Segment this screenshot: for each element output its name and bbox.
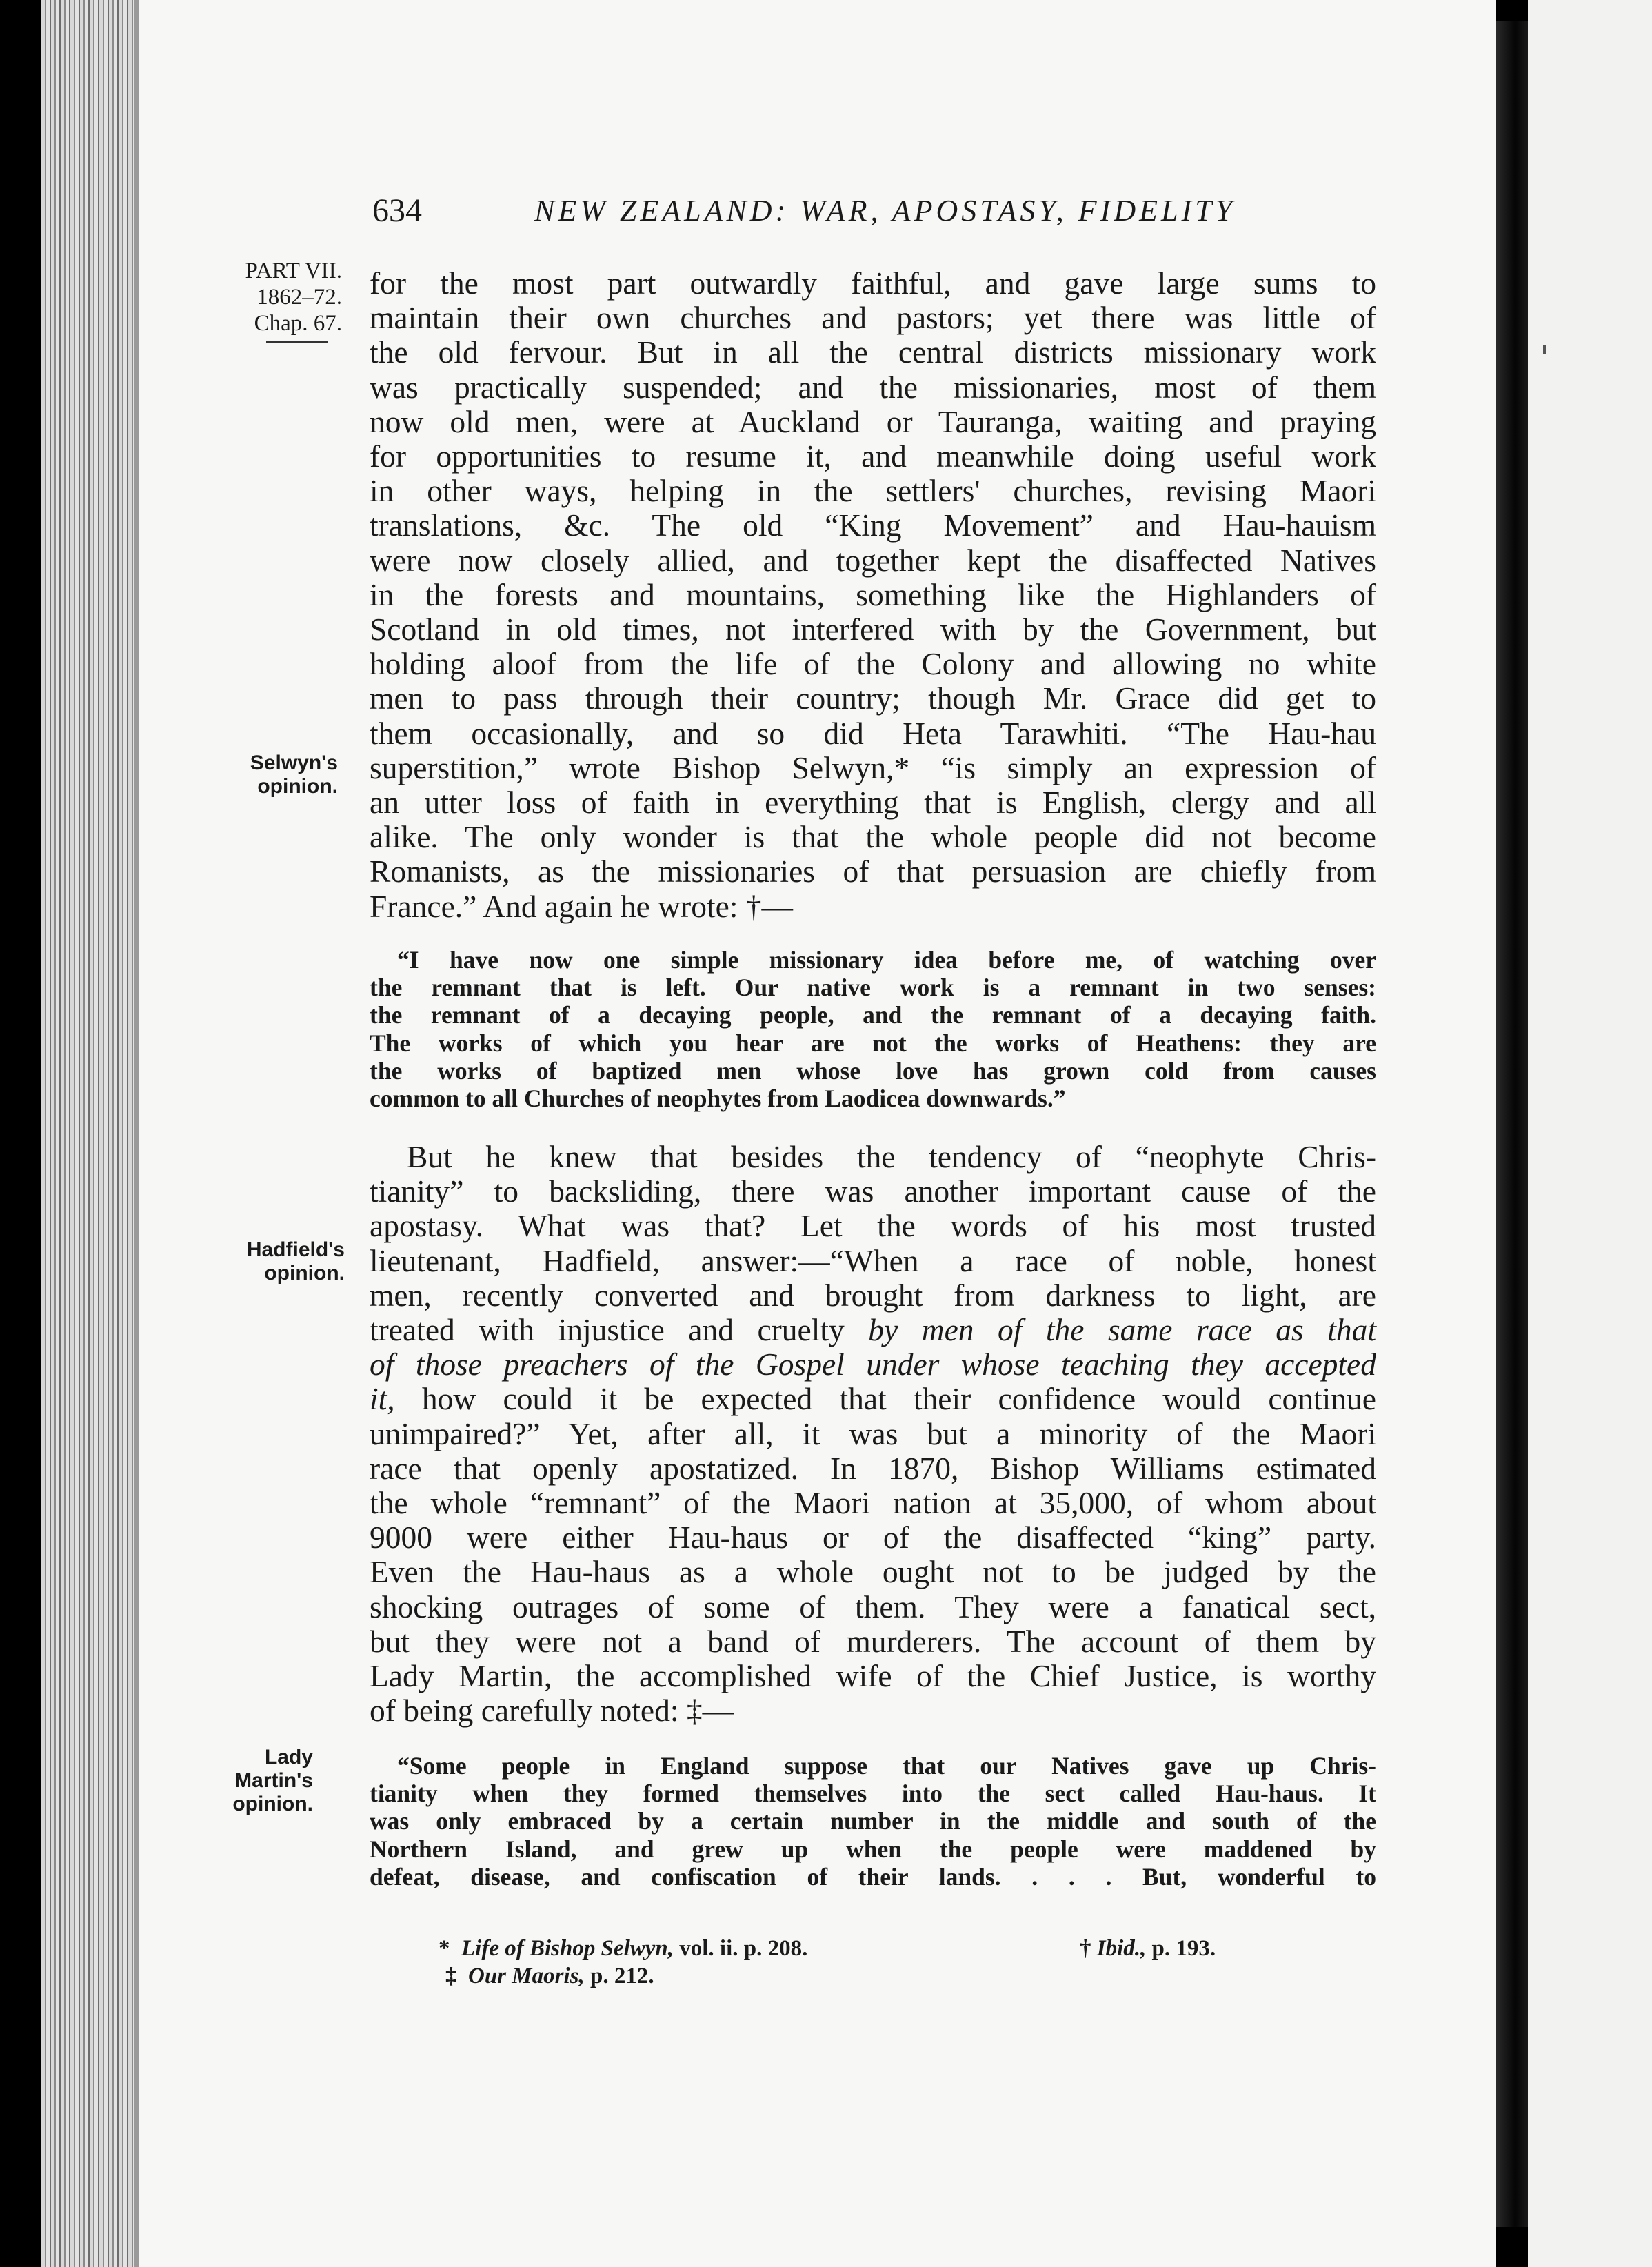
footnote-ibid (1080, 1935, 1216, 1962)
quote-line: the works of baptized men whose love has grown cold from causes (370, 1056, 1376, 1085)
text-line: the whole “remnant” of the Maori nation at 35,000, of whom about (370, 1485, 1376, 1521)
margin-note-line: opinion. (264, 1262, 345, 1284)
text-line: race that openly apostatized. In 1870, Bishop Williams estimated (370, 1450, 1376, 1486)
text-line: now old men, were at Auckland or Tauranga, waiting and praying (370, 403, 1376, 439)
footnote-ref: p. 193. (1146, 1936, 1216, 1961)
text-line: were now closely allied, and together kept the disaffected Natives (370, 542, 1376, 578)
footnote-title: Ibid., (1096, 1936, 1147, 1961)
margin-note-line: Selwyn's (250, 752, 338, 774)
text-line: the old fervour. But in all the central districts missionary work (370, 334, 1376, 370)
text-line: men to pass through their country; though Mr. Grace did get to (370, 681, 1376, 716)
margin-note-part (186, 258, 342, 343)
text-line: them occasionally, and so did Heta Tarawhiti. “The Hau-hau (370, 715, 1376, 751)
footnotes (439, 1935, 1280, 1990)
footnote-our-maoris (445, 1962, 654, 1990)
footnote-title: Our Maoris, (468, 1964, 585, 1988)
text-line: translations, &c. The old “King Movement” and Hau-hauism (370, 507, 1376, 543)
text-line-italic (370, 1347, 1376, 1382)
footnote-ref: p. 212. (584, 1964, 654, 1988)
margin-note-line: Hadfield's (246, 1238, 345, 1261)
footnote-mark: * (439, 1936, 450, 1961)
text-line: Romanists, as the missionaries of that persuasion are chiefly from (370, 854, 1376, 889)
binding-gutter (1496, 21, 1528, 2227)
footnote-ref: vol. ii. p. 208. (674, 1936, 808, 1961)
quote-line: “Some people in England suppose that our Natives gave up Chris- (397, 1752, 1376, 1780)
margin-note-part-line: 1862–72. (256, 285, 342, 310)
page-number: 634 (372, 192, 422, 229)
italic-run: by men of the same race as that (868, 1312, 1377, 1348)
margin-note-line: Martin's (234, 1769, 313, 1792)
text-run: how could it be expected that their confidence would continue (394, 1381, 1376, 1417)
facing-page-mark (1543, 345, 1546, 354)
text-line: Even the Hau-haus as a whole ought not to be judged by the (370, 1554, 1376, 1590)
body-paragraph-2 (370, 1140, 1376, 1728)
quote-line: was only embraced by a certain number in the middle and south of the (370, 1807, 1376, 1835)
text-line: unimpaired?” Yet, after all, it was but a minority of the Maori (370, 1415, 1376, 1451)
margin-note-part-line: Chap. 67. (254, 311, 342, 336)
italic-run: it, (370, 1381, 395, 1417)
text-line: tianity” to backsliding, there was another important cause of the (370, 1173, 1376, 1209)
text-line: in the forests and mountains, something like the Highlanders of (370, 576, 1376, 612)
text-line-mixed (370, 1313, 1376, 1347)
text-line: 9000 were either Hau-haus or of the disaffected “king” party. (370, 1520, 1376, 1555)
text-line: Scotland in old times, not interfered with by the Government, but (370, 612, 1376, 647)
quote-line: the remnant that is left. Our native work is a remnant in two senses: (370, 974, 1376, 1002)
text-line: shocking outrages of some of them. They were a fanatical sect, (370, 1589, 1376, 1624)
quote-line: “I have now one simple missionary idea before me, of watching over (397, 946, 1376, 974)
footnote-row (439, 1962, 1280, 1990)
text-line: for the most part outwardly faithful, and gave large sums to (370, 265, 1376, 301)
footnote-selwyn (439, 1935, 807, 1962)
footnote-row (439, 1935, 1280, 1962)
margin-note-rule (266, 341, 328, 343)
text-line: apostasy. What was that? Let the words of his most trusted (370, 1208, 1376, 1244)
body-paragraph-1 (370, 266, 1376, 924)
margin-note-line: opinion. (257, 775, 338, 798)
margin-note-line: Lady (264, 1746, 313, 1769)
quote-line: defeat, disease, and confiscation of their lands. . . . But, wonderful to (370, 1862, 1376, 1891)
text-line: an utter loss of faith in everything that is English, clergy and all (370, 785, 1376, 820)
text-line: But he knew that besides the tendency of “neophyte Chris- (407, 1139, 1376, 1174)
quote-line: common to all Churches of neophytes from Laodicea downwards.” (370, 1085, 1066, 1113)
quote-line: the remnant of a decaying people, and the remnant of a decaying faith. (370, 1001, 1376, 1029)
text-line: alike. The only wonder is that the whole people did not become (370, 819, 1376, 855)
text-line: men, recently converted and brought from darkness to light, are (370, 1277, 1376, 1313)
footnote-title: Life of Bishop Selwyn, (461, 1936, 674, 1961)
text-line-mixed (370, 1382, 1376, 1416)
italic-run: of those preachers of the Gospel under whose teaching they accepted (370, 1347, 1376, 1382)
text-line: France.” And again he wrote: †— (370, 888, 794, 924)
text-line: but they were not a band of murderers. The account of them by (370, 1623, 1376, 1659)
text-run: treated with injustice and cruelty (370, 1312, 869, 1348)
margin-note-line: opinion. (232, 1793, 313, 1815)
margin-note-hadfield (185, 1238, 345, 1285)
block-quote-lady-martin (370, 1752, 1376, 1891)
text-line: maintain their own churches and pastors; yet there was little of (370, 300, 1376, 336)
facing-page (1528, 0, 1652, 2267)
text-line: was practically suspended; and the missionaries, most of them (370, 369, 1376, 405)
text-line: lieutenant, Hadfield, answer:—“When a race of noble, honest (370, 1242, 1376, 1278)
footnote-mark: † (1080, 1936, 1091, 1961)
quote-line: Northern Island, and grew up when the people were maddened by (370, 1835, 1376, 1863)
text-line: holding aloof from the life of the Colony and allowing no white (370, 646, 1376, 682)
text-line: in other ways, helping in the settlers' churches, revising Maori (370, 473, 1376, 509)
quote-line: tianity when they formed themselves into the sect called Hau-haus. It (370, 1780, 1376, 1808)
block-quote-selwyn (370, 946, 1376, 1112)
text-line: Lady Martin, the accomplished wife of the Chief Justice, is worthy (370, 1658, 1376, 1694)
margin-note-part-line: PART VII. (245, 259, 342, 283)
quote-line: The works of which you hear are not the works of Heathens: they are (370, 1029, 1376, 1057)
text-line: for opportunities to resume it, and meanwhile doing useful work (370, 439, 1376, 474)
margin-note-selwyn (185, 752, 338, 798)
footnote-mark: ‡ (445, 1964, 457, 1988)
text-line: superstition,” wrote Bishop Selwyn,* “is simply an expression of (370, 749, 1376, 785)
margin-note-martin (185, 1746, 313, 1816)
text-line: of being carefully noted: ‡— (370, 1693, 734, 1729)
running-title: NEW ZEALAND: WAR, APOSTASY, FIDELITY (534, 194, 1236, 228)
running-header (372, 190, 1379, 239)
